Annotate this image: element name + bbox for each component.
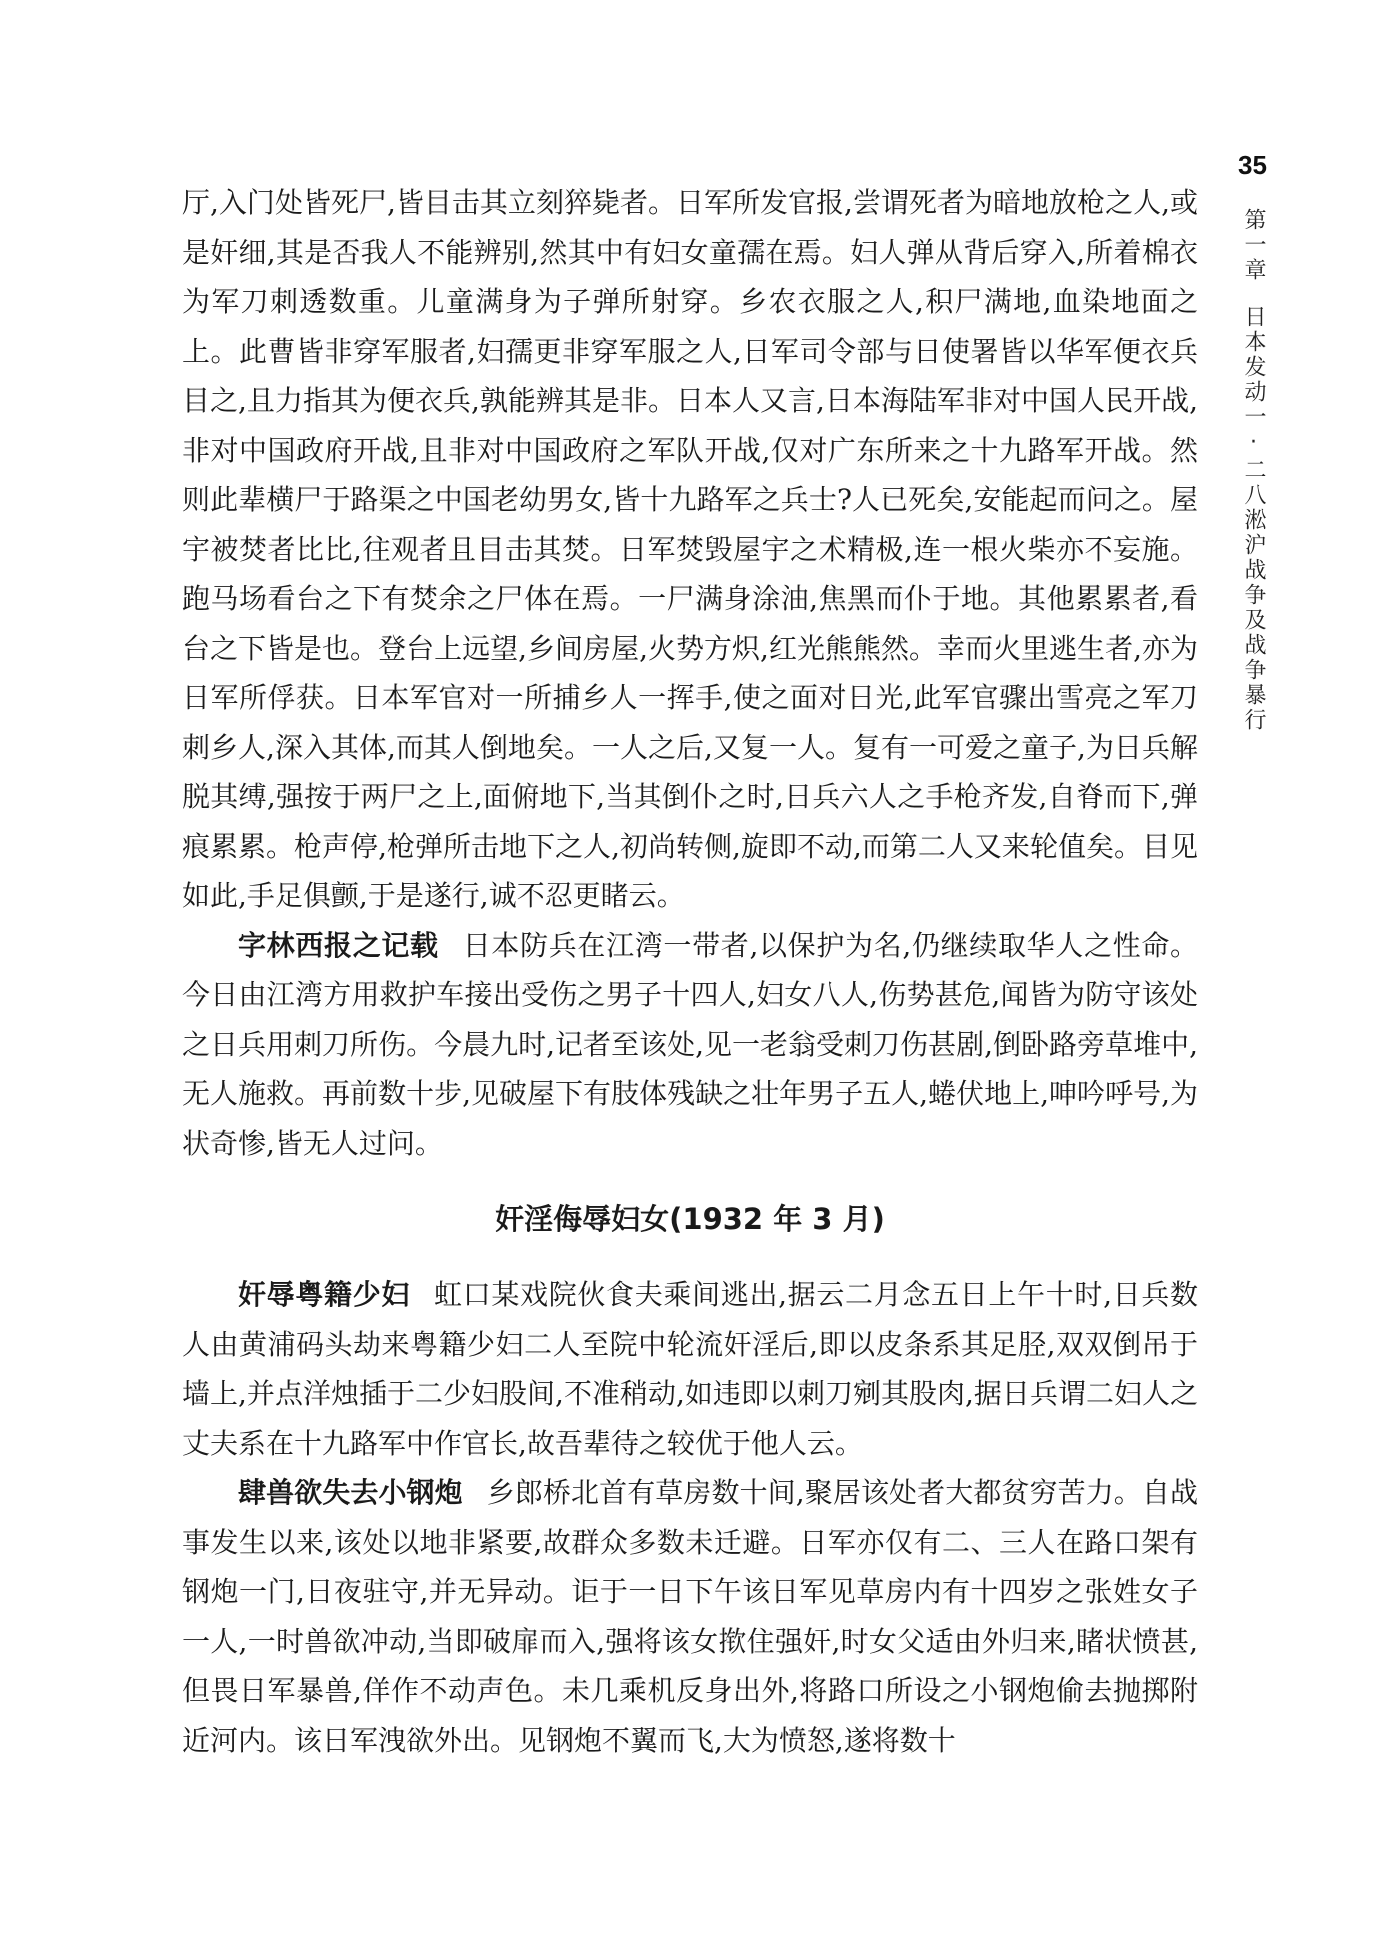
paragraph-continued: 厅,入门处皆死尸,皆目击其立刻猝毙者。日军所发官报,尝谓死者为暗地放枪之人,或是奸细,其是否我人不能辨别,然其中有妇女童孺在焉。妇人弹从背后穿入,所着棉衣为军刀刺透数重。儿童满身为子弹所射穿。乡农衣服之人,积尸满地,血染地面之上。此曹皆非穿军服者,妇孺更非穿军服之人,日军司令部与日使署皆以华军便衣兵目之,且力指其为便衣兵,孰能辨其是非。日本人又言,日本海陆军非对中国人民开战,非对中国政府开战,且非对中国政府之军队开战,仅对广东所来之十九路军开战。然则此辈横尸于路渠之中国老幼男女,皆十九路军之兵士?人已死矣,安能起而问之。屋宇被焚者比比,往观者且目击其焚。日军焚毁屋宇之术精极,连一根火柴亦不妄施。跑马场看台之下有焚余之尸体在焉。一尸满身涂油,焦黑而仆于地。其他累累者,看台之下皆是也。登台上远望,乡间房屋,火势方炽,红光熊熊然。幸而火里逃生者,亦为日军所俘获。日本军官对一所捕乡人一挥手,使之面对日光,此军官骤出雪亮之军刀刺乡人,深入其体,而其人倒地矣。一人之后,又复一人。复有一可爱之童子,为日兵解脱其缚,强按于两尸之上,面俯地下,当其倒仆之时,日兵六人之手枪齐发,自脊而下,弹痕累累。枪声停,枪弹所击地下之人,初尚转侧,旋即不动,而第二人又来轮值矣。目见如此,手足俱颤,于是遂行,诚不忍更睹云。	[182, 186, 1198, 912]
entry-text: 日本防兵在江湾一带者,以保护为名,仍继续取华人之性命。今日由江湾方用救护车接出受伤之男子十四人,妇女八人,伤势甚危,闻皆为防守该处之日兵用刺刀所伤。今晨九时,记者至该处,见一老翁受刺刀伤甚剧,倒卧路旁草堆中,无人施救。再前数十步,见破屋下有肢体残缺之壮年男子五人,蜷伏地上,呻吟呼号,为状奇惨,皆无人过问。	[182, 928, 1198, 1160]
entry-paragraph	[182, 1468, 1198, 1765]
entry-heading: 字林西报之记载	[238, 928, 439, 962]
chapter-label: 第一章	[1241, 208, 1266, 283]
entry-text: 虹口某戏院伙食夫乘间逃出,据云二月念五日上午十时,日兵数人由黄浦码头劫来粤籍少妇二人至院中轮流奸淫后,即以皮条系其足胫,双双倒吊于墙上,并点洋烛插于二少妇股间,不准稍动,如违即以刺刀剜其股肉,据日兵谓二妇人之丈夫系在十九路军中作官长,故吾辈待之较优于他人云。	[182, 1278, 1198, 1460]
running-head	[1236, 208, 1270, 733]
page-number: 35	[1238, 150, 1267, 180]
chapter-title: 日本发动一·二八淞沪战争及战争暴行	[1241, 305, 1266, 733]
entry-heading: 肆兽欲失去小钢炮	[238, 1476, 463, 1509]
entry-paragraph	[182, 1270, 1198, 1468]
entry-paragraph	[182, 921, 1198, 1169]
main-text	[182, 178, 1198, 1765]
entry-text: 乡郎桥北首有草房数十间,聚居该处者大都贫穷苦力。自战事发生以来,该处以地非紧要,故群众多数未迁避。日军亦仅有二、三人在路口架有钢炮一门,日夜驻守,并无异动。讵于一日下午该日军见草房内有十四岁之张姓女子一人,一时兽欲冲动,当即破扉而入,强将该女揿住强奸,时女父适由外归来,睹状愤甚,但畏日军暴兽,佯作不动声色。未几乘机反身出外,将路口所设之小钢炮偷去抛掷附近河内。该日军洩欲外出。见钢炮不翼而飞,大为愤怒,遂将数十	[182, 1476, 1198, 1757]
entry-heading: 奸辱粤籍少妇	[238, 1278, 411, 1311]
section-heading: 奸淫侮辱妇女(1932 年 3 月)	[495, 1202, 885, 1236]
